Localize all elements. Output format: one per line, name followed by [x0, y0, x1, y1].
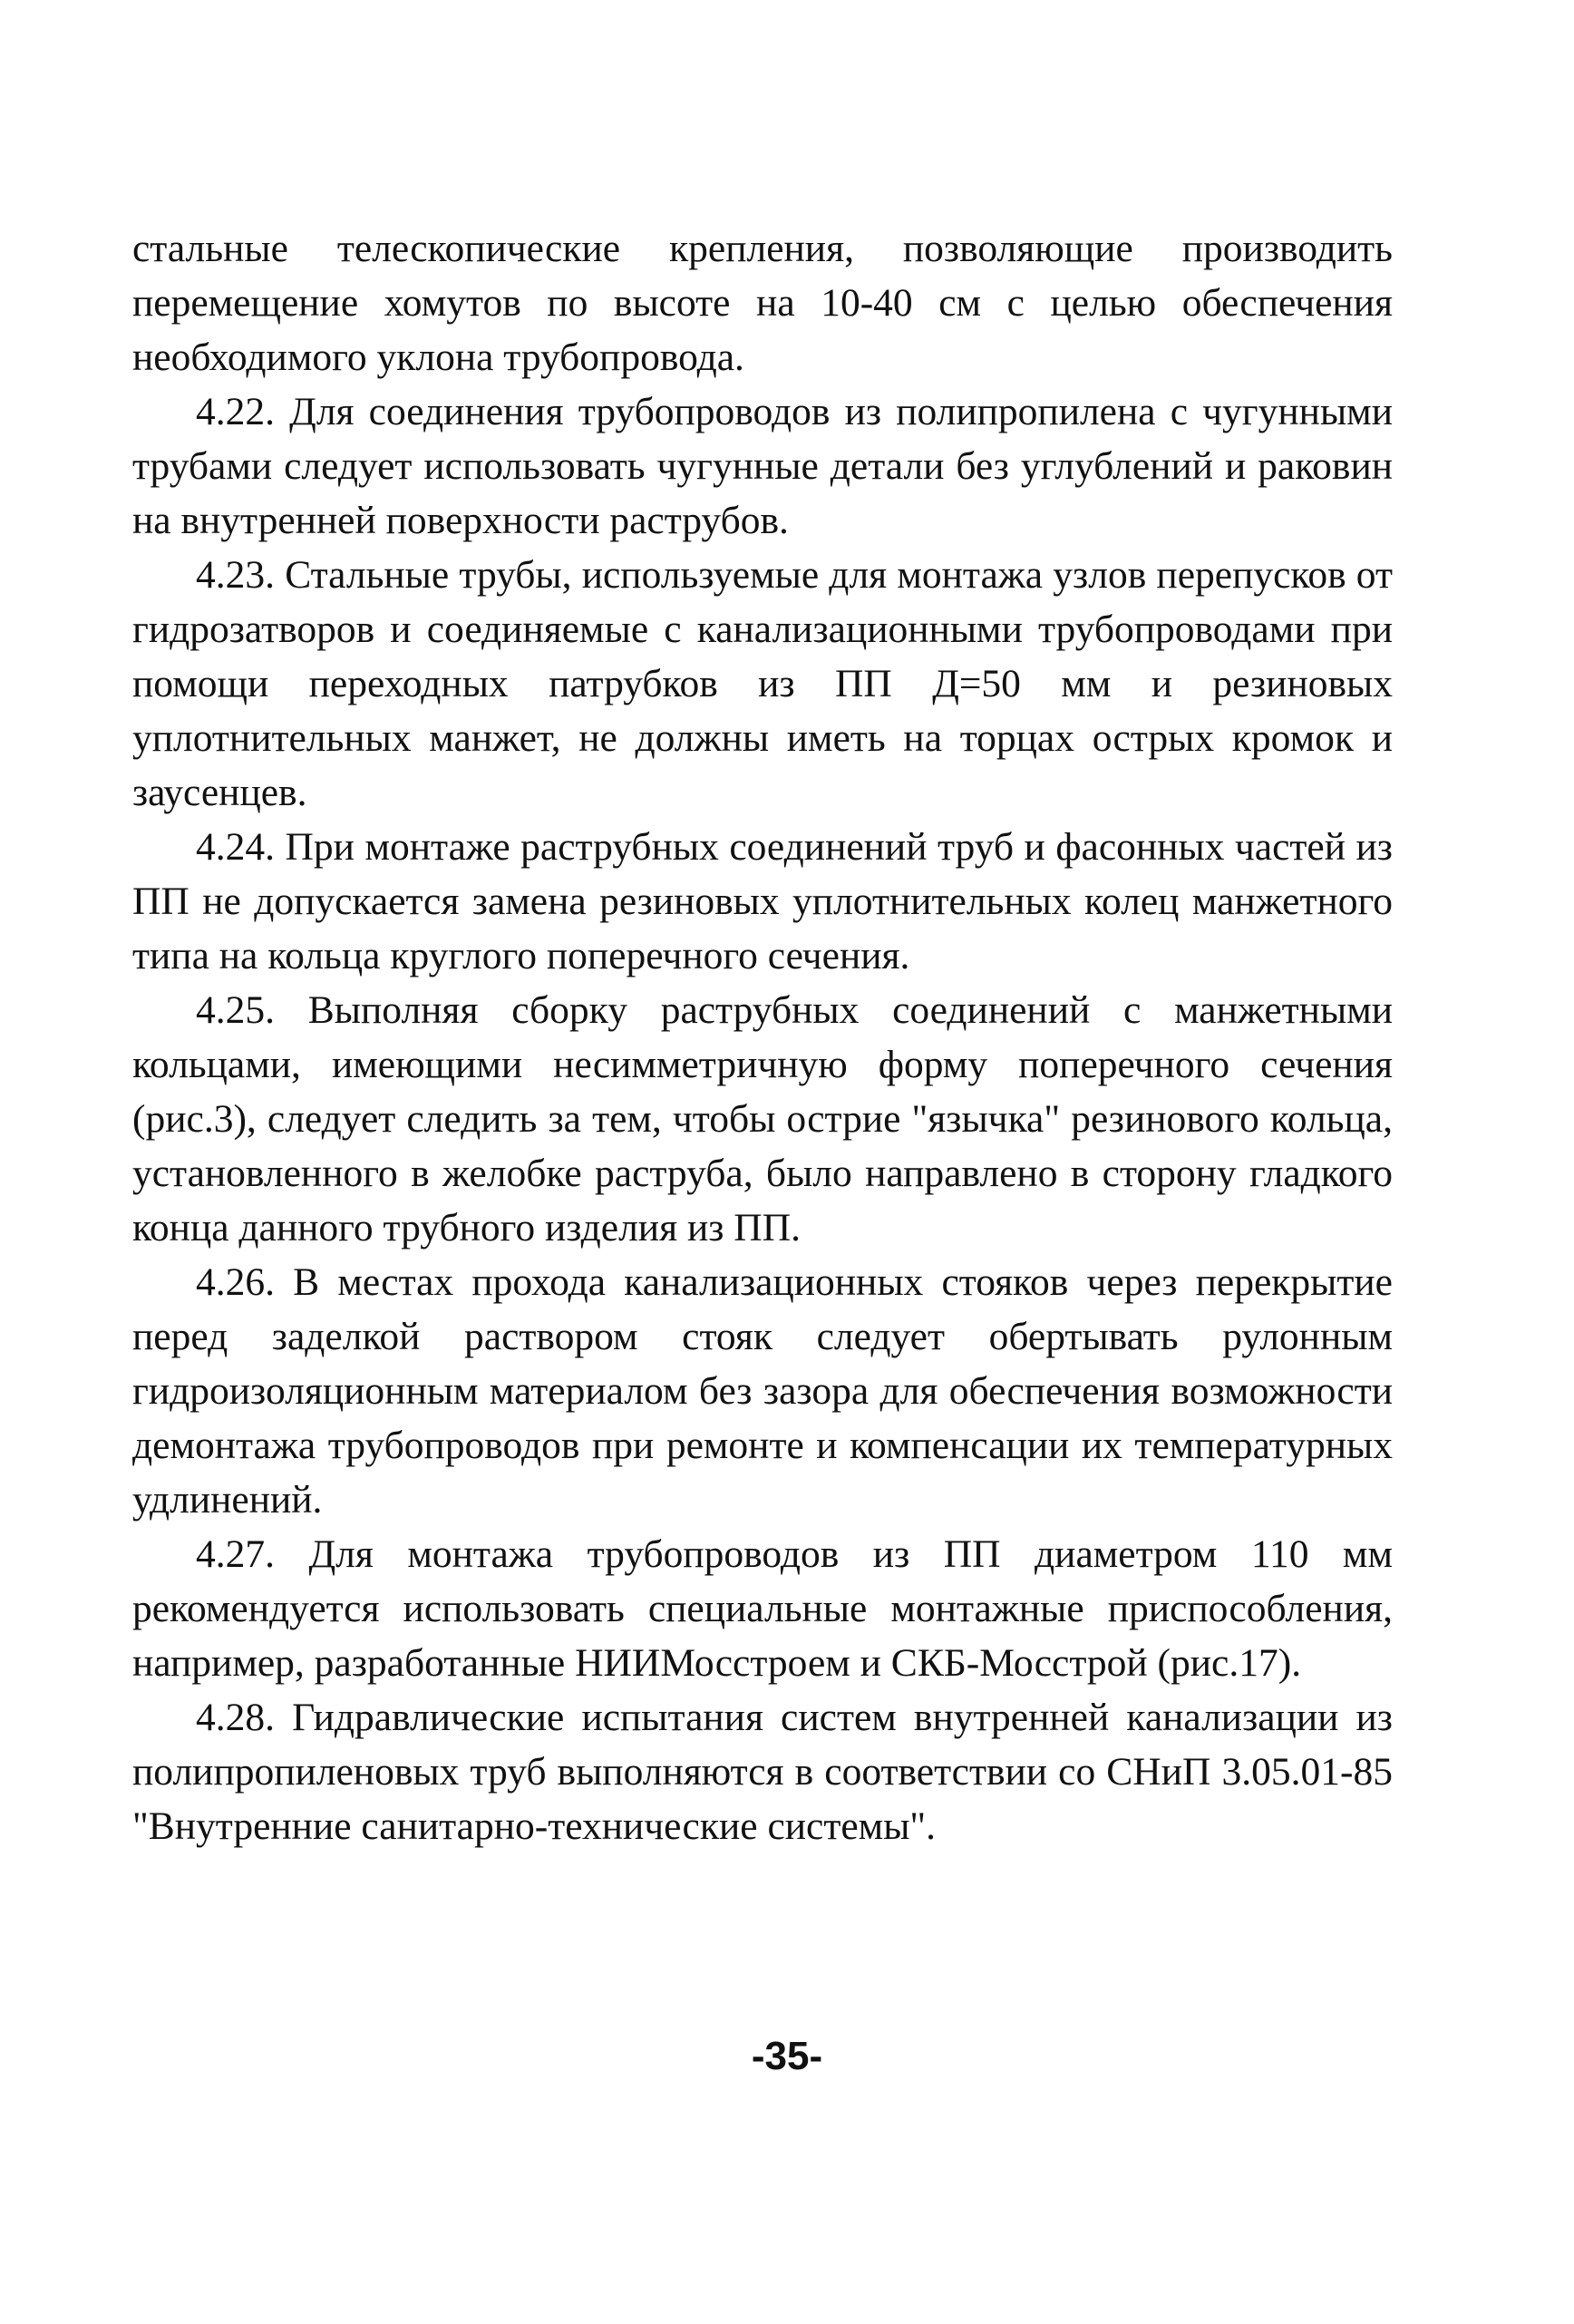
- document-body: [132, 221, 1393, 1853]
- paragraph-4-27: 4.27. Для монтажа трубопроводов из ПП диаметром 110 мм рекомендуется использовать специальные монтажные приспособления, например, разработанные НИИМосстроем и СКБ-Мосстрой (рис.17).: [132, 1532, 1393, 1685]
- paragraph-4-24: 4.24. При монтаже раструбных соединений труб и фасонных частей из ПП не допускается замена резиновых уплотнительных колец манжетного типа на кольца круглого поперечного сечения.: [132, 825, 1393, 977]
- paragraph-4-28: 4.28. Гидравлические испытания систем внутренней канализации из полипропиленовых труб выполняются в соответствии со СНиП 3.05.01-85 "Внутренние санитарно-технические системы".: [132, 1696, 1393, 1848]
- paragraph-4-22: 4.22. Для соединения трубопроводов из полипропилена с чугунными трубами следует использовать чугунные детали без углублений и раковин на внутренней поверхности раструбов.: [132, 390, 1393, 542]
- page-number: -35-: [751, 2034, 823, 2078]
- paragraph-4-25: 4.25. Выполняя сборку раструбных соединений с манжетными кольцами, имеющими несимметричную форму поперечного сечения (рис.3), следует следить за тем, чтобы острие "язычка" резинового кольца, установленного в желобке раструба, было направлено в сторону гладкого конца данного трубного изделия из ПП.: [132, 988, 1393, 1250]
- paragraph-continued: стальные телескопические крепления, позволяющие производить перемещение хомутов по высоте на 10-40 см с целью обеспечения необходимого уклона трубопровода.: [132, 227, 1393, 379]
- paragraph-4-26: 4.26. В местах прохода канализационных стояков через перекрытие перед заделкой раствором стояк следует обертывать рулонным гидроизоляционным материалом без зазора для обеспечения возможности демонтажа трубопроводов при ремонте и компенсации их температурных удлинений.: [132, 1260, 1393, 1522]
- paragraph-4-23: 4.23. Стальные трубы, используемые для монтажа узлов перепусков от гидрозатворов и соединяемые с канализационными трубопроводами при помощи переходных патрубков из ПП Д=50 мм и резиновых уплотнительных манжет, не должны иметь на торцах острых кромок и заусенцев.: [132, 553, 1393, 814]
